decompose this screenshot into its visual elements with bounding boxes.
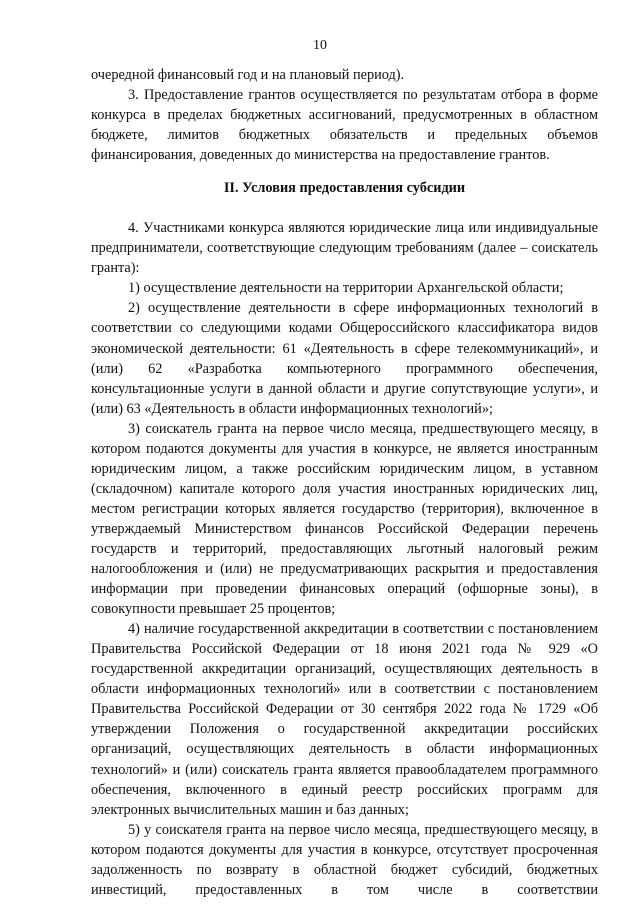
- paragraph: 4. Участниками конкурса являются юридические лица или индивидуальные предприниматели, соответствующие следующим требованиям (далее – соискатель гранта):: [91, 220, 598, 277]
- paragraph: 2) осуществление деятельности в сфере информационных технологий в соответствии со следующими кодами Общероссийского классификатора видов экономической деятельности: 61 «Деятельность в сфере телекоммуникаций», и (или) 62 «Разработка компьютерного программного обеспечения, консультационные услуги в данной области и другие сопутствующие услуги», и (или) 63 «Деятельность в области информационных технологий»;: [91, 300, 598, 417]
- paragraph: 3. Предоставление грантов осуществляется по результатам отбора в форме конкурса в пределах бюджетных ассигнований, предусмотренных в областном бюджете, лимитов бюджетных обязательств и предельных объемов финансирования, доведенных до министерства на предоставление грантов.: [91, 87, 598, 164]
- page-number: 10: [313, 38, 327, 53]
- document-body: [91, 65, 598, 900]
- section-heading: II. Условия предоставления субсидии: [223, 180, 466, 197]
- paragraph: очередной финансовый год и на плановый период).: [91, 67, 405, 83]
- paragraph: 5) у соискателя гранта на первое число месяца, предшествующего месяцу, в котором подаются документы для участия в конкурсе, отсутствует просроченная задолженность по возврату в областной бюджет субсидий, бюджетных инвестиций, предоставленных в том числе в соответствии: [91, 821, 598, 898]
- paragraphs-after-heading: [91, 218, 598, 900]
- paragraphs-before-heading: [91, 65, 598, 165]
- paragraph: 1) осуществление деятельности на территории Архангельской области;: [128, 280, 564, 297]
- paragraph: 3) соискатель гранта на первое число месяца, предшествующего месяцу, в котором подаются документы для участия в конкурсе, не является иностранным юридическим лицом, а также российским юридическим лицом, в уставном (складочном) капитале которого доля участия иностранных юридических лиц, местом регистрации которых является государство (территория), включенное в утверждаемый Министерством финансов Российской Федерации перечень государств и территорий, предоставляющих льготный налоговый режим налогообложения и (или) не предусматривающих раскрытия и предоставления информации при проведении финансовых операций (офшорные зоны), в совокупности превышает 25 процентов;: [91, 420, 598, 618]
- paragraph: 4) наличие государственной аккредитации в соответствии с постановлением Правительства Российской Федерации от 18 июня 2021 года № 929 «О государственной аккредитации организаций, осуществляющих деятельность в области информационных технологий» или в соответствии с постановлением Правительства Российской Федерации от 30 сентября 2022 года № 1729 «Об утверждении Положения о государственной аккредитации российских организаций, осуществляющих деятельность в области информационных технологий» и (или) соискатель гранта является правообладателем программного обеспечения, включенного в единый реестр российских программ для электронных вычислительных машин и баз данных;: [91, 621, 598, 818]
